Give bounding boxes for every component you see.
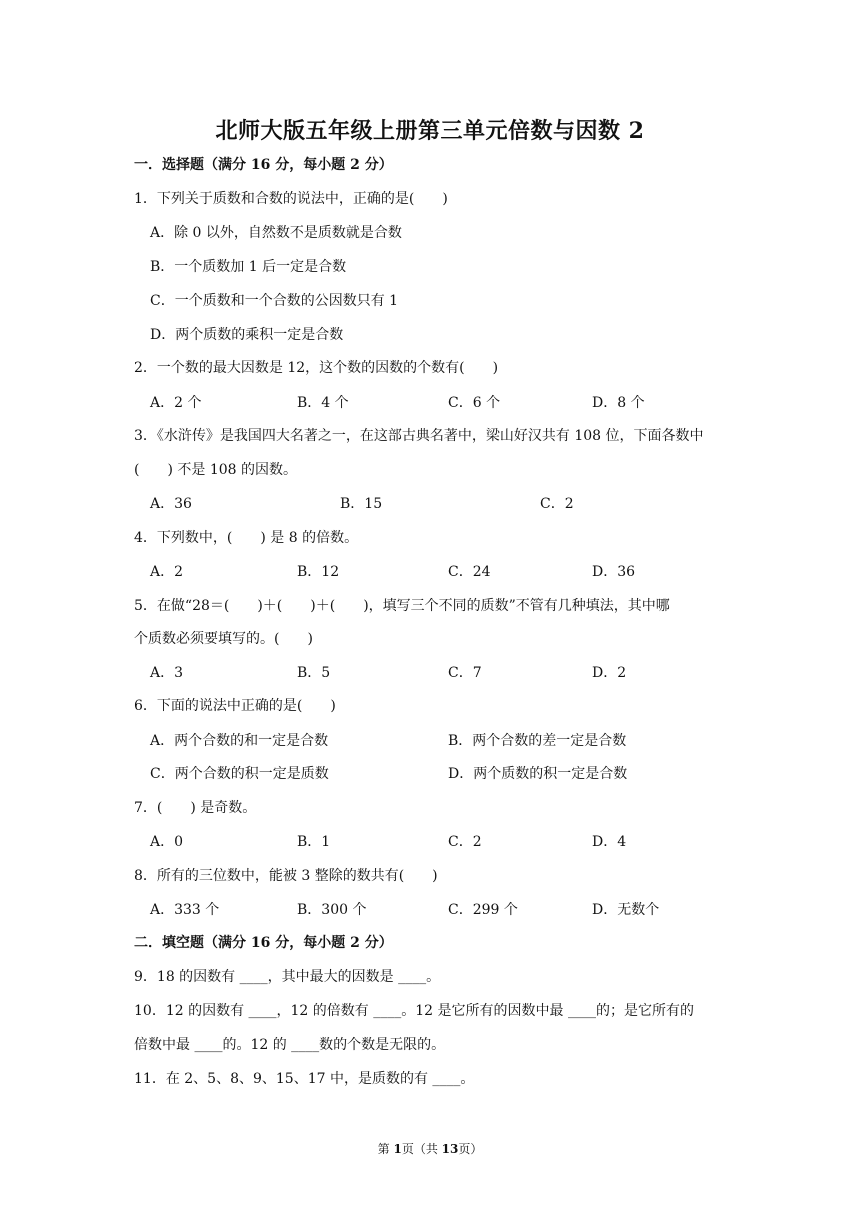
question-10-line-1: 10．12 的因数有 ____，12 的倍数有 ____。12 是它所有的因数中最 ____的；是它所有的 xyxy=(134,1003,694,1019)
question-8-option-d: D．无数个 xyxy=(592,902,660,918)
question-2-option-c: C．6 个 xyxy=(448,395,501,411)
question-8-option-a: A．333 个 xyxy=(150,902,220,918)
question-2-option-a: A．2 个 xyxy=(150,395,202,411)
footer-suffix: 页） xyxy=(458,1142,483,1156)
question-8-stem: 8．所有的三位数中，能被 3 整除的数共有( ) xyxy=(134,868,438,884)
question-7-stem: 7．( ) 是奇数。 xyxy=(134,800,257,816)
question-4-option-c: C．24 xyxy=(448,564,491,580)
question-3-stem-line-1: 3．《水浒传》是我国四大名著之一，在这部古典名著中，梁山好汉共有 108 位，下面各数中 xyxy=(134,428,704,444)
question-6-stem: 6．下面的说法中正确的是( ) xyxy=(134,698,336,714)
question-8-option-c: C．299 个 xyxy=(448,902,518,918)
question-3-option-b: B．15 xyxy=(340,496,383,512)
question-1-option-c: C．一个质数和一个合数的公因数只有 1 xyxy=(150,293,399,309)
question-4-option-d: D．36 xyxy=(592,564,636,580)
question-7-option-d: D．4 xyxy=(592,834,627,850)
question-9: 9．18 的因数有 ____，其中最大的因数是 ____。 xyxy=(134,969,441,985)
question-7-option-b: B．1 xyxy=(297,834,331,850)
question-6-option-b: B．两个合数的差一定是合数 xyxy=(448,733,627,749)
question-5-option-d: D．2 xyxy=(592,665,627,681)
question-5-stem-line-2: 个质数必须要填写的。( ) xyxy=(134,631,313,647)
question-5-option-a: A．3 xyxy=(150,665,184,681)
footer-middle: 页（共 xyxy=(401,1142,442,1156)
question-10-line-2: 倍数中最 ____的。12 的 ____数的个数是无限的。 xyxy=(134,1037,446,1053)
question-3-option-a: A．36 xyxy=(150,496,192,512)
question-1-option-a: A．除 0 以外，自然数不是质数就是合数 xyxy=(150,225,402,241)
section-heading-fill-in: 二．填空题（满分 16 分，每小题 2 分） xyxy=(134,935,393,951)
question-5-stem-line-1: 5．在做“28＝( )＋( )＋( )，填写三个不同的质数”不管有几种填法，其中哪 xyxy=(134,598,670,614)
footer-page-number: 1 xyxy=(393,1142,402,1156)
page-footer xyxy=(0,1140,860,1157)
question-4-option-a: A．2 xyxy=(150,564,184,580)
question-8-option-b: B．300 个 xyxy=(297,902,367,918)
question-1-option-d: D．两个质数的乘积一定是合数 xyxy=(150,327,344,343)
question-7-option-c: C．2 xyxy=(448,834,482,850)
question-6-option-d: D．两个质数的积一定是合数 xyxy=(448,766,628,782)
question-5-option-b: B．5 xyxy=(297,665,331,681)
question-1-stem: 1．下列关于质数和合数的说法中，正确的是( ) xyxy=(134,191,448,207)
question-5-option-c: C．7 xyxy=(448,665,482,681)
question-4-stem: 4．下列数中，( ) 是 8 的倍数。 xyxy=(134,530,359,546)
question-6-option-c: C．两个合数的积一定是质数 xyxy=(150,766,329,782)
question-6-option-a: A．两个合数的和一定是合数 xyxy=(150,733,329,749)
page-title: 北师大版五年级上册第三单元倍数与因数 2 xyxy=(215,118,645,144)
question-2-option-d: D．8 个 xyxy=(592,395,645,411)
question-2-stem: 2．一个数的最大因数是 12，这个数的因数的个数有( ) xyxy=(134,360,499,376)
question-3-stem-line-2: ( ) 不是 108 的因数。 xyxy=(134,462,297,478)
question-2-option-b: B．4 个 xyxy=(297,395,349,411)
question-1-option-b: B．一个质数加 1 后一定是合数 xyxy=(150,259,347,275)
question-3-option-c: C．2 xyxy=(540,496,574,512)
section-heading-choice: 一．选择题（满分 16 分，每小题 2 分） xyxy=(134,157,393,173)
footer-prefix: 第 xyxy=(377,1142,394,1156)
question-7-option-a: A．0 xyxy=(150,834,184,850)
footer-total-pages: 13 xyxy=(441,1142,459,1156)
question-11: 11．在 2、5、8、9、15、17 中，是质数的有 ____。 xyxy=(134,1071,475,1087)
question-4-option-b: B．12 xyxy=(297,564,340,580)
